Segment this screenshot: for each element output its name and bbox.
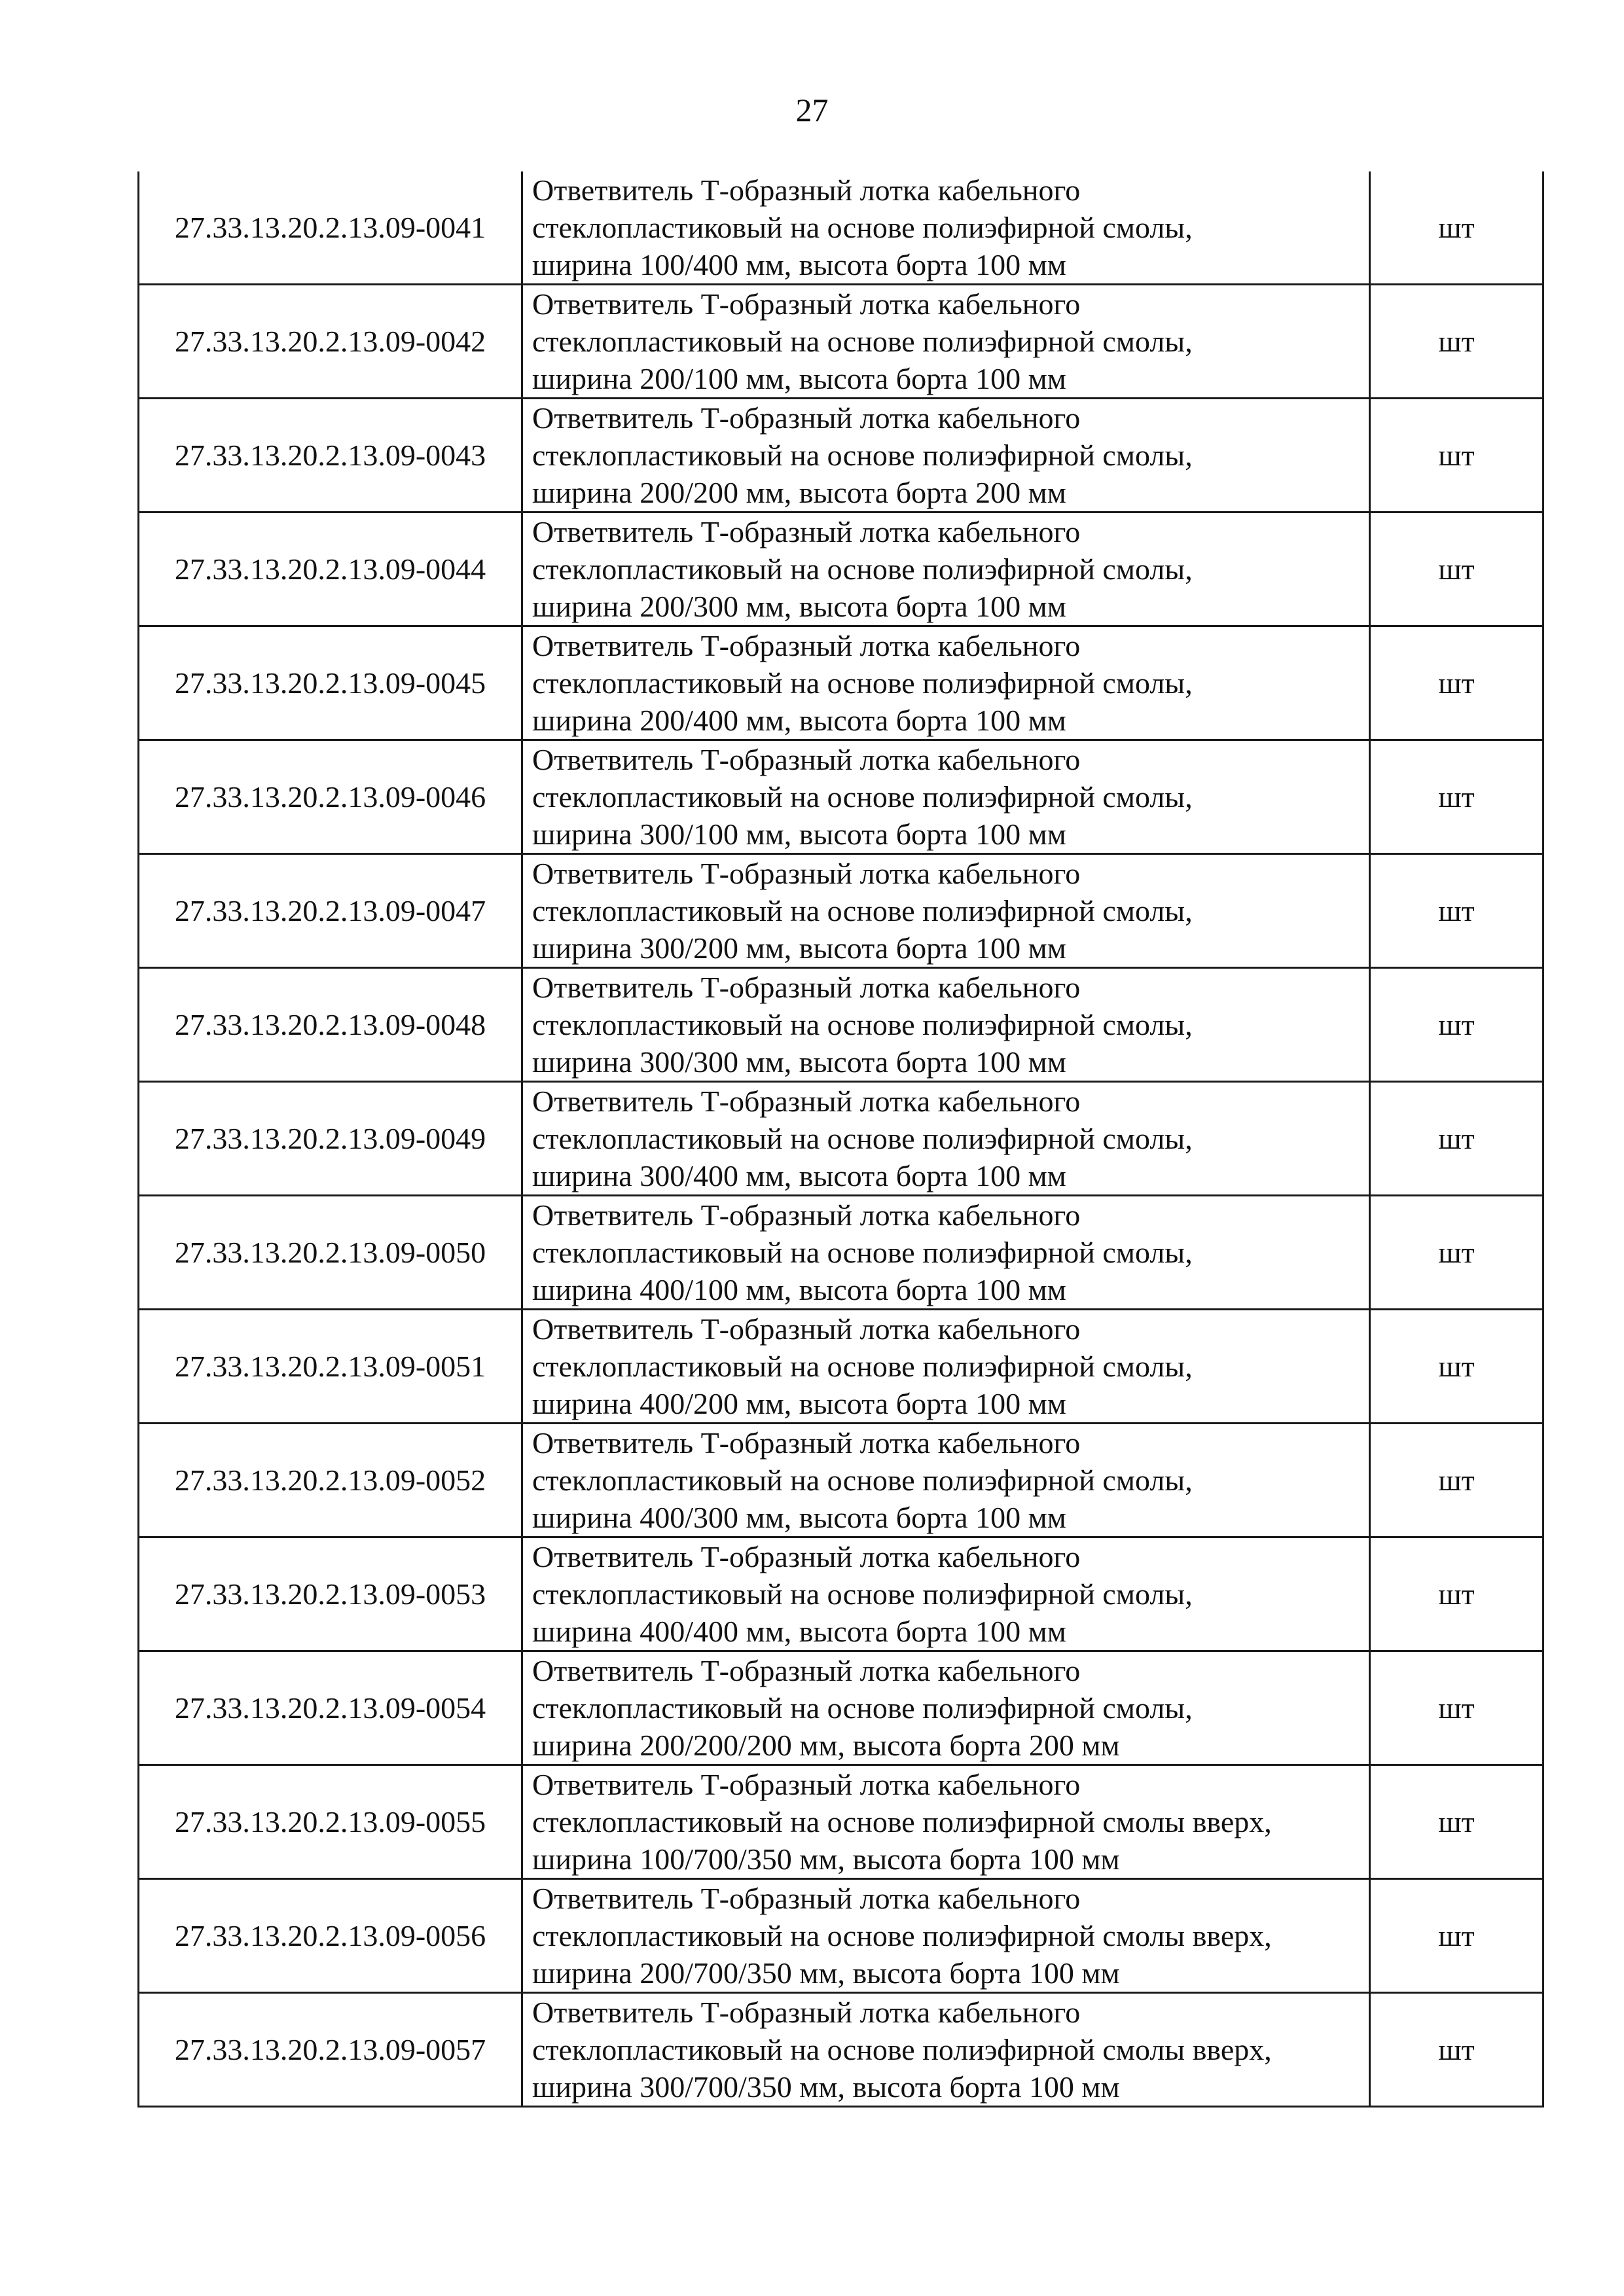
item-unit: шт — [1370, 1651, 1543, 1765]
item-unit: шт — [1370, 740, 1543, 854]
item-description — [522, 1879, 1370, 1993]
description-line: ширина 400/300 мм, высота борта 100 мм — [532, 1501, 1066, 1534]
description-line: стеклопластиковый на основе полиэфирной смолы, — [532, 1236, 1193, 1269]
table-body — [139, 171, 1543, 2107]
item-description — [522, 1765, 1370, 1879]
item-unit: шт — [1370, 1424, 1543, 1537]
item-unit: шт — [1370, 1765, 1543, 1879]
description-line: ширина 100/700/350 мм, высота борта 100 мм — [532, 1842, 1120, 1876]
item-description — [522, 1082, 1370, 1196]
item-unit: шт — [1370, 1082, 1543, 1196]
item-code: 27.33.13.20.2.13.09-0045 — [139, 626, 522, 740]
resource-table — [137, 171, 1544, 2108]
description-line: стеклопластиковый на основе полиэфирной смолы, — [532, 1691, 1193, 1725]
table-row — [139, 1651, 1543, 1765]
description-line: Ответвитель Т-образный лотка кабельного — [532, 1996, 1081, 2029]
description-line: Ответвитель Т-образный лотка кабельного — [532, 1882, 1081, 1915]
item-description — [522, 1537, 1370, 1651]
description-line: Ответвитель Т-образный лотка кабельного — [532, 629, 1081, 662]
description-line: стеклопластиковый на основе полиэфирной смолы, — [532, 894, 1193, 927]
item-unit: шт — [1370, 626, 1543, 740]
item-unit: шт — [1370, 1196, 1543, 1310]
description-line: стеклопластиковый на основе полиэфирной смолы, — [532, 1463, 1193, 1497]
description-line: Ответвитель Т-образный лотка кабельного — [532, 1085, 1081, 1118]
table-row — [139, 1993, 1543, 2107]
description-line: стеклопластиковый на основе полиэфирной смолы вверх, — [532, 1919, 1272, 1952]
item-unit: шт — [1370, 399, 1543, 512]
table-row — [139, 1196, 1543, 1310]
description-line: Ответвитель Т-образный лотка кабельного — [532, 1312, 1081, 1346]
table-row — [139, 1082, 1543, 1196]
item-code: 27.33.13.20.2.13.09-0046 — [139, 740, 522, 854]
description-line: Ответвитель Т-образный лотка кабельного — [532, 971, 1081, 1004]
item-code: 27.33.13.20.2.13.09-0055 — [139, 1765, 522, 1879]
description-line: стеклопластиковый на основе полиэфирной смолы, — [532, 1577, 1193, 1611]
description-line: стеклопластиковый на основе полиэфирной смолы, — [532, 1122, 1193, 1155]
description-line: ширина 100/400 мм, высота борта 100 мм — [532, 248, 1066, 281]
description-line: ширина 300/700/350 мм, высота борта 100 мм — [532, 2070, 1120, 2104]
item-code: 27.33.13.20.2.13.09-0043 — [139, 399, 522, 512]
table-row — [139, 968, 1543, 1082]
description-line: стеклопластиковый на основе полиэфирной смолы, — [532, 780, 1193, 814]
description-line: ширина 200/200/200 мм, высота борта 200 мм — [532, 1729, 1120, 1762]
item-description — [522, 171, 1370, 285]
item-unit: шт — [1370, 285, 1543, 399]
description-line: ширина 200/700/350 мм, высота борта 100 мм — [532, 1956, 1120, 1990]
description-line: Ответвитель Т-образный лотка кабельного — [532, 1540, 1081, 1573]
description-line: стеклопластиковый на основе полиэфирной смолы, — [532, 439, 1193, 472]
description-line: ширина 400/200 мм, высота борта 100 мм — [532, 1387, 1066, 1420]
description-line: стеклопластиковый на основе полиэфирной смолы, — [532, 1008, 1193, 1041]
description-line: Ответвитель Т-образный лотка кабельного — [532, 173, 1081, 207]
item-code: 27.33.13.20.2.13.09-0048 — [139, 968, 522, 1082]
description-line: ширина 400/400 мм, высота борта 100 мм — [532, 1615, 1066, 1648]
item-description — [522, 285, 1370, 399]
item-description — [522, 854, 1370, 968]
table-row — [139, 1765, 1543, 1879]
description-line: Ответвитель Т-образный лотка кабельного — [532, 1198, 1081, 1232]
description-line: Ответвитель Т-образный лотка кабельного — [532, 401, 1081, 435]
page-number: 27 — [795, 92, 829, 128]
item-code: 27.33.13.20.2.13.09-0057 — [139, 1993, 522, 2107]
description-line: стеклопластиковый на основе полиэфирной смолы, — [532, 552, 1193, 586]
item-unit: шт — [1370, 1879, 1543, 1993]
table-row — [139, 1879, 1543, 1993]
description-line: ширина 200/300 мм, высота борта 100 мм — [532, 590, 1066, 623]
item-code: 27.33.13.20.2.13.09-0042 — [139, 285, 522, 399]
description-line: стеклопластиковый на основе полиэфирной смолы, — [532, 325, 1193, 358]
item-code: 27.33.13.20.2.13.09-0047 — [139, 854, 522, 968]
table-row — [139, 1537, 1543, 1651]
table-row — [139, 512, 1543, 626]
description-line: стеклопластиковый на основе полиэфирной смолы, — [532, 666, 1193, 700]
description-line: ширина 400/100 мм, высота борта 100 мм — [532, 1273, 1066, 1306]
description-line: Ответвитель Т-образный лотка кабельного — [532, 1768, 1081, 1801]
description-line: ширина 300/100 мм, высота борта 100 мм — [532, 817, 1066, 851]
item-code: 27.33.13.20.2.13.09-0053 — [139, 1537, 522, 1651]
description-line: стеклопластиковый на основе полиэфирной смолы вверх, — [532, 1805, 1272, 1839]
description-line: ширина 200/100 мм, высота борта 100 мм — [532, 362, 1066, 395]
item-unit: шт — [1370, 854, 1543, 968]
item-code: 27.33.13.20.2.13.09-0052 — [139, 1424, 522, 1537]
description-line: Ответвитель Т-образный лотка кабельного — [532, 857, 1081, 890]
table-row — [139, 171, 1543, 285]
item-code: 27.33.13.20.2.13.09-0044 — [139, 512, 522, 626]
item-description — [522, 1310, 1370, 1424]
description-line: Ответвитель Т-образный лотка кабельного — [532, 287, 1081, 321]
table-row — [139, 854, 1543, 968]
table-row — [139, 285, 1543, 399]
description-line: Ответвитель Т-образный лотка кабельного — [532, 1426, 1081, 1460]
item-code: 27.33.13.20.2.13.09-0056 — [139, 1879, 522, 1993]
item-code: 27.33.13.20.2.13.09-0049 — [139, 1082, 522, 1196]
item-code: 27.33.13.20.2.13.09-0054 — [139, 1651, 522, 1765]
table-row — [139, 626, 1543, 740]
description-line: Ответвитель Т-образный лотка кабельного — [532, 1654, 1081, 1687]
item-description — [522, 512, 1370, 626]
description-line: стеклопластиковый на основе полиэфирной смолы вверх, — [532, 2033, 1272, 2066]
description-line: ширина 200/400 мм, высота борта 100 мм — [532, 704, 1066, 737]
description-line: Ответвитель Т-образный лотка кабельного — [532, 515, 1081, 548]
description-line: стеклопластиковый на основе полиэфирной смолы, — [532, 1350, 1193, 1383]
table-row — [139, 740, 1543, 854]
item-unit: шт — [1370, 1537, 1543, 1651]
item-unit: шт — [1370, 1993, 1543, 2107]
item-unit: шт — [1370, 171, 1543, 285]
description-line: Ответвитель Т-образный лотка кабельного — [532, 743, 1081, 776]
description-line: ширина 300/200 мм, высота борта 100 мм — [532, 931, 1066, 965]
item-description — [522, 1196, 1370, 1310]
description-line: стеклопластиковый на основе полиэфирной смолы, — [532, 211, 1193, 244]
item-description — [522, 1651, 1370, 1765]
description-line: ширина 300/300 мм, высота борта 100 мм — [532, 1045, 1066, 1079]
item-unit: шт — [1370, 968, 1543, 1082]
item-description — [522, 1424, 1370, 1537]
item-description — [522, 740, 1370, 854]
item-description — [522, 399, 1370, 512]
table-row — [139, 399, 1543, 512]
item-description — [522, 1993, 1370, 2107]
table-row — [139, 1424, 1543, 1537]
item-unit: шт — [1370, 1310, 1543, 1424]
item-description — [522, 968, 1370, 1082]
item-description — [522, 626, 1370, 740]
item-code: 27.33.13.20.2.13.09-0051 — [139, 1310, 522, 1424]
item-unit: шт — [1370, 512, 1543, 626]
item-code: 27.33.13.20.2.13.09-0041 — [139, 171, 522, 285]
description-line: ширина 300/400 мм, высота борта 100 мм — [532, 1159, 1066, 1193]
table-row — [139, 1310, 1543, 1424]
item-code: 27.33.13.20.2.13.09-0050 — [139, 1196, 522, 1310]
description-line: ширина 200/200 мм, высота борта 200 мм — [532, 476, 1066, 509]
